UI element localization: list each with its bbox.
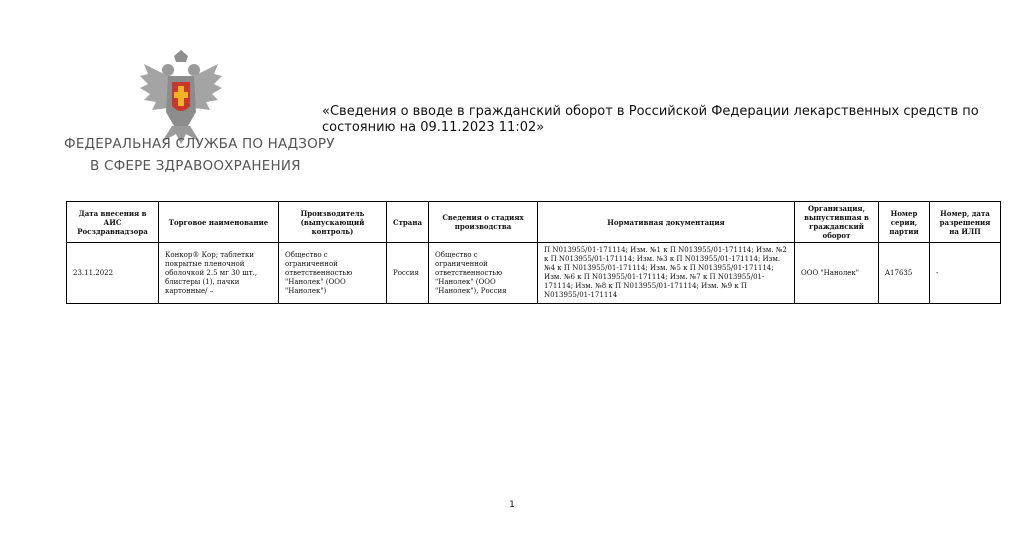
- header-country: Страна: [387, 202, 429, 243]
- header-permit-number: Номер, дата разрешения на ИЛП: [930, 202, 1001, 243]
- org-name-line1: ФЕДЕРАЛЬНАЯ СЛУЖБА ПО НАДЗОРУ: [64, 136, 335, 152]
- header-normative-docs: Нормативная документация: [538, 202, 795, 243]
- cell-country: Россия: [387, 243, 429, 304]
- cell-manufacturer: Общество с ограниченной ответственностью "Нанолек" (ООО "Нанолек"): [279, 243, 387, 304]
- header-manufacturer: Производитель (выпускающий контроль): [279, 202, 387, 243]
- page-number: 1: [509, 500, 515, 510]
- cell-normative-docs: П N013955/01-171114; Изм. №1 к П N013955/01-171114; Изм. №2 к П N013955/01-171114; Изм. №3 к П N013955/01-171114; Изм. №4 к П N013955/01-171114; Изм. №5 к П N013955/01-171114; Изм. №6 к П N013955/01-171114; Изм. №7 к П N013955/01-171114; Изм. №8 к П N013955/01-171114; Изм. №9 к П N013955/01-171114: [538, 243, 795, 304]
- table-row: [67, 243, 1001, 304]
- cell-trade-name: Конкор® Кор; таблетки покрытые пленочной оболочкой 2.5 мг 30 шт., блистеры (1), пачки картонные/ –: [159, 243, 279, 304]
- registry-table: [66, 201, 1001, 304]
- roszdravnadzor-logo: [60, 50, 335, 180]
- cell-production-stages: Общество с ограниченной ответственностью "Нанолек" (ООО "Нанолек"), Россия: [429, 243, 538, 304]
- cell-releasing-organization: ООО "Нанолек": [795, 243, 879, 304]
- org-name-line2: В СФЕРЕ ЗДРАВООХРАНЕНИЯ: [90, 158, 301, 174]
- header-releasing-organization: Организация, выпустившая в гражданский оборот: [795, 202, 879, 243]
- document-heading: «Сведения о вводе в гражданский оборот в Российской Федерации лекарственных средств по состоянию на 09.11.2023 11:02»: [322, 104, 979, 135]
- double-headed-eagle-emblem-icon: [138, 50, 224, 146]
- header-production-stages: Сведения о стадиях производства: [429, 202, 538, 243]
- table-header-row: [67, 202, 1001, 243]
- header-date-added: Дата внесения в АИС Росздравнадзора: [67, 202, 159, 243]
- cell-permit-number: -: [930, 243, 1001, 304]
- cell-date-added: 23.11.2022: [67, 243, 159, 304]
- cell-batch-number: A17635: [879, 243, 930, 304]
- header-batch-number: Номер серии, партии: [879, 202, 930, 243]
- header-trade-name: Торговое наименование: [159, 202, 279, 243]
